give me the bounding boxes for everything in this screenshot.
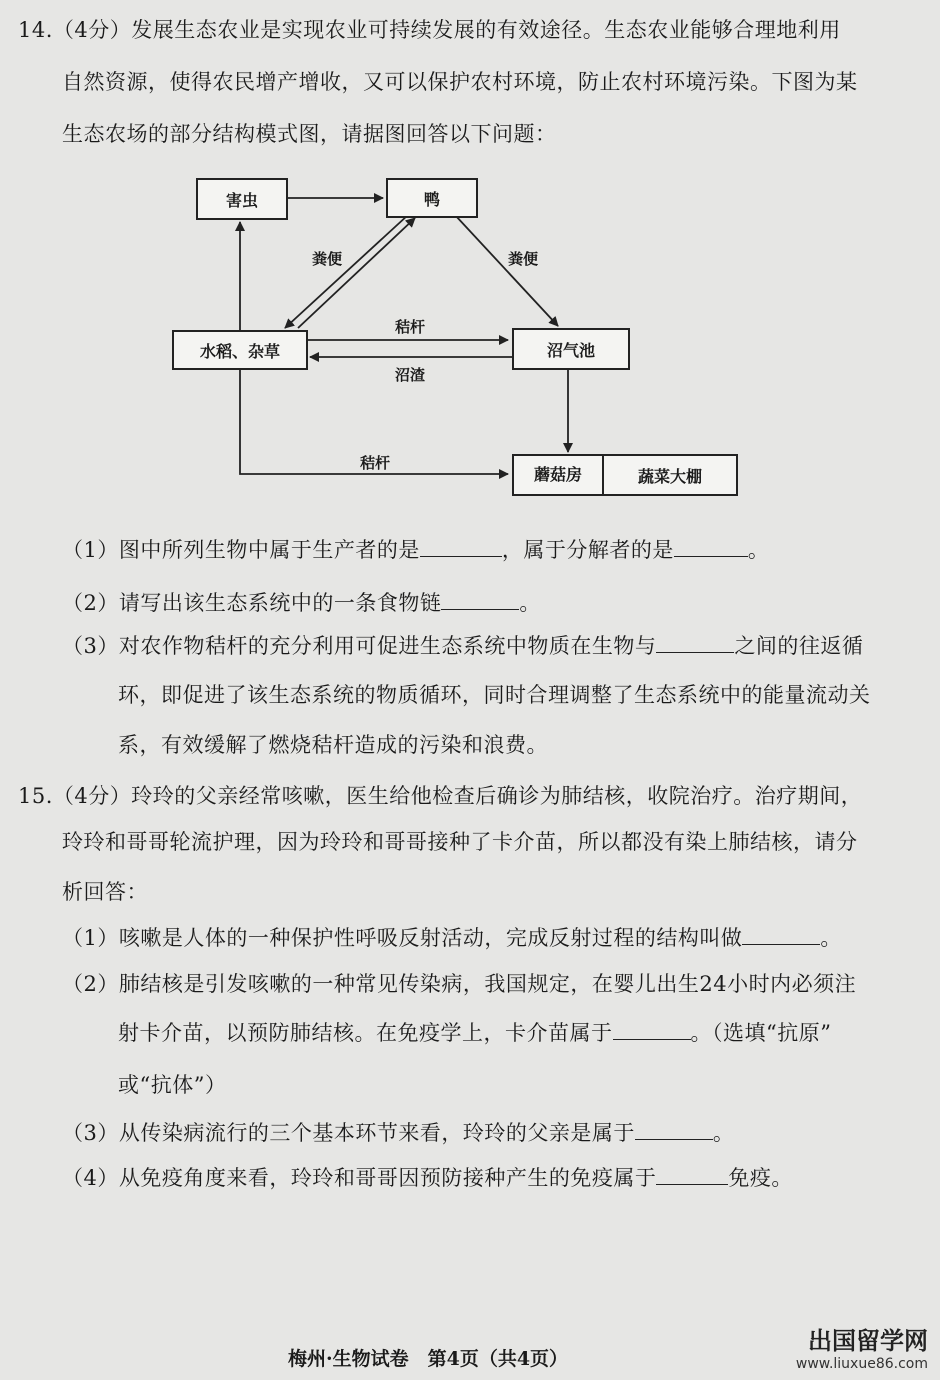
arrow-rice-to-duck: [298, 218, 415, 328]
node-biogas-pit: 沼气池: [512, 328, 630, 370]
q14-sub3-text-a: （3）对农作物秸杆的充分利用可促进生态系统中物质在生物与: [62, 634, 657, 658]
watermark-url: www.liuxue86.com: [795, 1356, 928, 1372]
q14-sub3-line1: [62, 632, 863, 660]
label-manure-left: 粪便: [312, 250, 343, 268]
q14-sub3-line3: 系，有效缓解了燃烧秸杆造成的污染和浪费。: [118, 733, 548, 757]
q14-sub2: [62, 589, 541, 617]
q14-intro-line2: 自然资源，使得农民增产增收，又可以保护农村环境，防止农村环境污染。下图为某: [62, 70, 858, 94]
page-footer: 梅州·生物试卷 第4页（共4页）: [288, 1348, 569, 1370]
arrow-duck-to-rice: [285, 215, 408, 328]
node-duck: 鸭: [386, 178, 478, 218]
q15-sub3-text-b: 。: [712, 1121, 735, 1145]
q14-sub3-text-b: 之间的往返循: [734, 634, 864, 658]
label-residue: 沼渣: [395, 366, 426, 384]
q15-sub2-blank-antigen[interactable]: [613, 1019, 691, 1040]
q14-sub3-line2: 环，即促进了该生态系统的物质循环，同时合理调整了生态系统中的能量流动关: [118, 683, 871, 707]
q15-sub3: [62, 1119, 734, 1147]
node-rice-weeds: 水稻、杂草: [172, 330, 308, 370]
q15-sub2-text-b: 。（选填“抗原”: [690, 1021, 832, 1045]
q14-sub2-text-a: （2）请写出该生态系统中的一条食物链: [62, 591, 442, 615]
q15-sub2-text-a: 射卡介苗，以预防肺结核。在免疫学上，卡介苗属于: [118, 1021, 613, 1045]
q14-sub1: [62, 536, 769, 564]
label-straw-bottom: 秸杆: [360, 454, 391, 472]
diagram-arrows: [0, 0, 940, 540]
q14-sub1-text-b: ，属于分解者的是: [501, 538, 674, 562]
q14-intro-line3: 生态农场的部分结构模式图，请据图回答以下问题：: [62, 122, 557, 146]
q15-sub3-text-a: （3）从传染病流行的三个基本环节来看，玲玲的父亲是属于: [62, 1121, 635, 1145]
q15-sub1-text-b: 。: [820, 926, 842, 950]
q15-sub2-line2: [118, 1019, 831, 1047]
q15-sub2-line1: （2）肺结核是引发咳嗽的一种常见传染病，我国规定，在婴儿出生24小时内必须注: [62, 972, 857, 996]
site-watermark: [796, 1321, 928, 1372]
q15-sub4-blank-immunity[interactable]: [656, 1164, 728, 1185]
q14-sub1-blank-producer[interactable]: [420, 536, 502, 557]
label-manure-right: 粪便: [508, 250, 539, 268]
q14-sub2-blank-food-chain[interactable]: [441, 589, 519, 610]
q15-intro-line3: 析回答：: [62, 880, 148, 904]
node-mushroom-greenhouse-group: [512, 454, 738, 496]
q14-sub3-blank-environment[interactable]: [656, 632, 734, 653]
q14-intro-line1: 14.（4分）发展生态农业是实现农业可持续发展的有效途径。生态农业能够合理地利用: [18, 18, 841, 42]
q14-sub1-text-c: 。: [747, 538, 770, 562]
q15-sub2-line3: 或“抗体”）: [118, 1073, 227, 1097]
q15-sub4: [62, 1164, 793, 1192]
arrow-duck-to-biogas: [455, 215, 558, 326]
q15-sub4-text-a: （4）从免疫角度来看，玲玲和哥哥因预防接种产生的免疫属于: [62, 1166, 657, 1190]
q14-sub1-blank-decomposer[interactable]: [674, 536, 748, 557]
q15-sub1-text-a: （1）咳嗽是人体的一种保护性呼吸反射活动，完成反射过程的结构叫做: [62, 926, 743, 950]
q15-intro-line2: 玲玲和哥哥轮流护理，因为玲玲和哥哥接种了卡介苗，所以都没有染上肺结核，请分: [62, 830, 858, 854]
q15-sub1-blank-reflex-arc[interactable]: [742, 924, 820, 945]
q15-sub1: [62, 924, 842, 952]
node-mushroom-house: 蘑菇房: [514, 456, 604, 494]
q14-sub2-text-b: 。: [519, 591, 541, 615]
label-straw-top: 秸杆: [395, 318, 426, 336]
q15-intro-line1: 15.（4分）玲玲的父亲经常咳嗽，医生给他检查后确诊为肺结核，收院治疗。治疗期间，: [18, 784, 863, 808]
node-vegetable-greenhouse: 蔬菜大棚: [637, 466, 702, 486]
q15-sub4-text-b: 免疫。: [728, 1166, 793, 1190]
q15-sub3-blank-source[interactable]: [635, 1119, 713, 1140]
watermark-name: 出国留学网: [808, 1327, 928, 1355]
node-pest: 害虫: [196, 178, 288, 220]
q14-sub1-text-a: （1）图中所列生物中属于生产者的是: [62, 538, 420, 562]
